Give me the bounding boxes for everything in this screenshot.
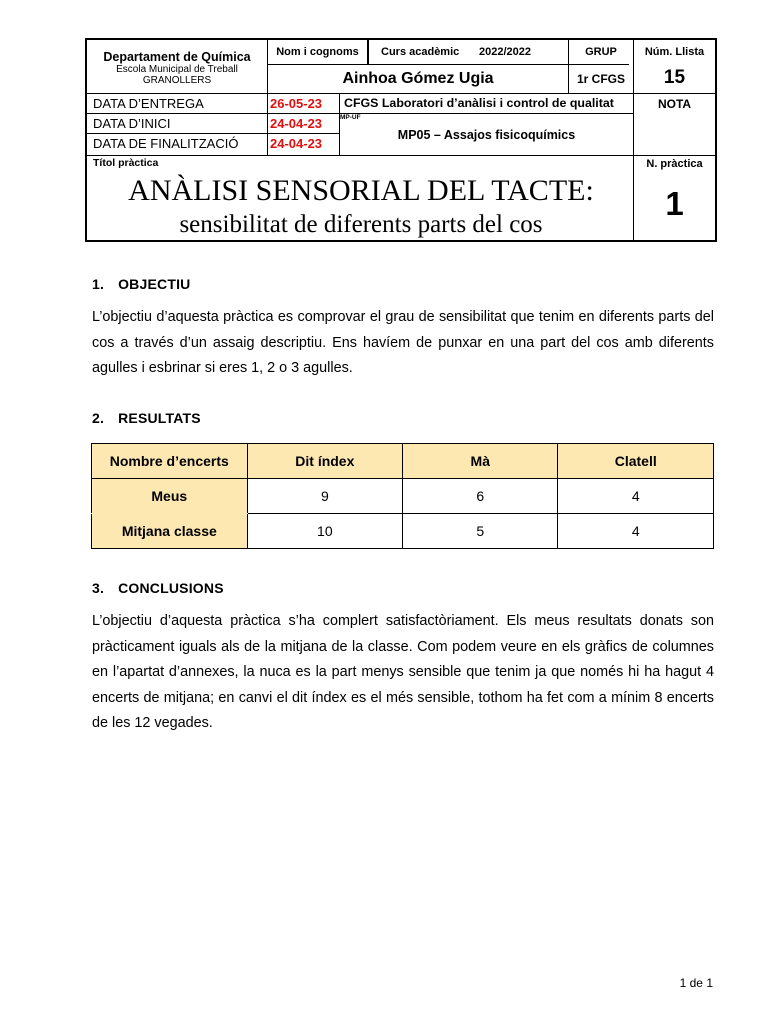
start-date-label: DATA D’INICI — [93, 116, 171, 131]
objective-title: OBJECTIU — [118, 276, 191, 292]
department-block — [87, 50, 267, 86]
name-label: Nom i cognoms — [276, 46, 359, 58]
table-header-row — [92, 444, 714, 479]
academic-year-label: Curs acadèmic — [381, 46, 460, 58]
school-city: GRANOLLERS — [142, 75, 212, 86]
conclusions-number: 3. — [92, 580, 105, 596]
practice-title-line1: ANÀLISI SENSORIAL DEL TACTE: — [128, 174, 594, 207]
table-header-cell: Nombre d’encerts — [92, 444, 248, 479]
mpuf-label: MP-UF — [340, 114, 361, 121]
module-name: MP05 – Assajos fisicoquímics — [397, 128, 576, 142]
row-label: Mitjana classe — [92, 514, 248, 549]
table-header-cell: Mà — [403, 444, 558, 479]
practice-header — [85, 38, 717, 242]
table-cell: 6 — [403, 479, 558, 514]
table-row — [92, 479, 714, 514]
results-table — [91, 443, 714, 549]
table-cell: 9 — [247, 479, 402, 514]
table-header-cell: Dit índex — [247, 444, 402, 479]
end-date-value: 24-04-23 — [270, 136, 323, 151]
objective-number: 1. — [92, 276, 105, 292]
start-date-value: 24-04-23 — [270, 116, 323, 131]
page-number: 1 de 1 — [679, 976, 713, 990]
end-date-label: DATA DE FINALITZACIÓ — [93, 136, 239, 151]
conclusions-text: L’objectiu d’aquesta pràctica s’ha complert satisfactòriament. Els meus resultats donats son pràcticament iguals als de la mitjana de la classe. Com podem veure en els gràfics de columnes en l’apartat d’annexes, la nuca es la part menys sensible que tenim ja que només hi ha hagut 4 encerts de mitjana; en canvi el dit índex es el més sensible, tothom ha fet com a mínim 8 encerts de les 12 vegades. — [92, 613, 714, 731]
list-number-value: 15 — [663, 67, 686, 88]
list-number-label: Núm. Llista — [644, 46, 705, 58]
practice-number-label: N. pràctica — [646, 158, 703, 170]
student-name: Ainhoa Gómez Ugia — [342, 70, 494, 87]
objective-text: L’objectiu d’aquesta pràctica es comprovar el grau de sensibilitat que tenim en diferents parts del cos a través d’un assaig descriptiu. Ens havíem de punxar en una part del cos amb diferents agulles i esbrinar si eres 1, 2 o 3 agulles. — [92, 309, 714, 376]
results-heading — [92, 410, 201, 426]
practice-title-line2: sensibilitat de diferents parts del cos — [179, 211, 543, 238]
table-cell: 10 — [247, 514, 402, 549]
conclusions-heading — [92, 580, 224, 596]
conclusions-title: CONCLUSIONS — [118, 580, 224, 596]
results-number: 2. — [92, 410, 105, 426]
table-cell: 5 — [403, 514, 558, 549]
table-cell: 4 — [558, 514, 714, 549]
table-cell: 4 — [558, 479, 714, 514]
department-name: Departament de Química — [103, 50, 251, 64]
school-name: Escola Municipal de Treball — [116, 64, 238, 75]
delivery-date-value: 26-05-23 — [270, 96, 323, 111]
row-label: Meus — [92, 479, 248, 514]
academic-year-value: 2022/2022 — [479, 46, 531, 58]
group-value: 1r CFGS — [576, 72, 625, 86]
practice-number-value: 1 — [665, 185, 684, 222]
objective-heading — [92, 276, 190, 292]
course-name: CFGS Laboratori d’anàlisi i control de qualitat — [344, 96, 614, 110]
table-row — [92, 514, 714, 549]
delivery-date-label: DATA D’ENTREGA — [93, 96, 204, 111]
results-title: RESULTATS — [118, 410, 201, 426]
group-label: GRUP — [585, 46, 617, 58]
practice-title-label: Títol pràctica — [93, 157, 159, 169]
table-header-cell: Clatell — [558, 444, 714, 479]
grade-label: NOTA — [657, 97, 692, 111]
